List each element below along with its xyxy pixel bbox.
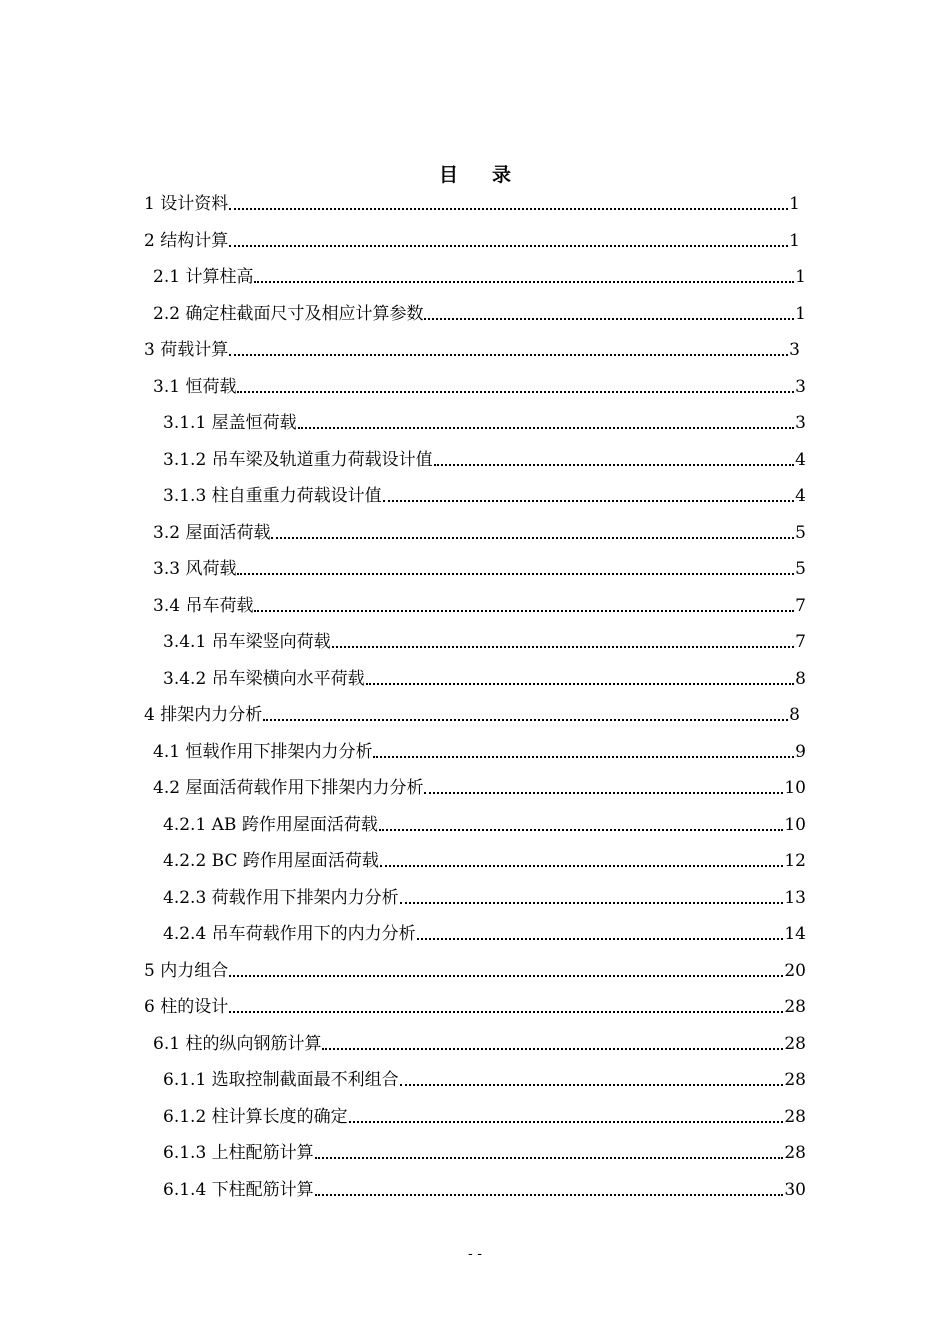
toc-entry[interactable] (163, 1105, 806, 1129)
toc-entry-page-number: 8 (795, 668, 806, 689)
toc-entry-page-number: 14 (784, 924, 806, 944)
toc-entry-page-number: 8 (789, 705, 800, 725)
toc-dot-leader (237, 390, 794, 393)
toc-entry[interactable] (144, 703, 800, 727)
toc-dot-leader (434, 463, 795, 466)
toc-dot-leader (373, 755, 794, 758)
toc-entry[interactable] (163, 484, 806, 508)
toc-entry-label: 3.2 屋面活荷载 (153, 522, 271, 543)
toc-title-left: 目 (438, 164, 458, 186)
toc-title (0, 160, 950, 187)
toc-entry[interactable] (153, 557, 806, 581)
toc-entry-label: 3.1.2 吊车梁及轨道重力荷载设计值 (163, 449, 433, 470)
toc-entry-label: 3.4.1 吊车梁竖向荷载 (163, 632, 331, 652)
toc-entry-page-number: 28 (784, 1033, 806, 1054)
toc-entry-page-number: 7 (795, 595, 806, 616)
toc-dot-leader (229, 974, 783, 977)
toc-entry[interactable] (144, 229, 800, 253)
toc-entry-page-number: 10 (784, 778, 806, 798)
toc-entry-label: 5 内力组合 (144, 960, 229, 981)
toc-entry-page-number: 28 (784, 1106, 806, 1127)
toc-entry[interactable] (163, 1178, 806, 1202)
toc-entry-label: 4.2.2 BC 跨作用屋面活荷载 (163, 851, 379, 871)
toc-entry-page-number: 20 (784, 960, 806, 981)
toc-entry[interactable] (153, 375, 806, 399)
toc-entry-page-number: 3 (795, 376, 806, 397)
toc-entry-page-number: 5 (795, 559, 806, 579)
toc-entry[interactable] (144, 959, 806, 983)
toc-entry-page-number: 7 (795, 632, 806, 652)
toc-dot-leader (229, 244, 788, 247)
toc-entry-page-number: 30 (784, 1179, 806, 1200)
toc-entry-label: 6.1.2 柱计算长度的确定 (163, 1106, 348, 1127)
toc-entry-label: 3 荷载计算 (144, 340, 229, 360)
toc-entry-label: 3.4 吊车荷载 (153, 595, 254, 616)
toc-dot-leader (271, 536, 794, 539)
toc-dot-leader (263, 718, 788, 721)
toc-dot-leader (315, 1156, 784, 1159)
toc-entry-page-number: 28 (784, 1143, 806, 1163)
toc-dot-leader (254, 280, 794, 283)
toc-dot-leader (379, 828, 784, 831)
toc-dot-leader (424, 791, 783, 794)
toc-entry[interactable] (163, 813, 806, 837)
toc-entry-label: 4.2.3 荷载作用下排架内力分析 (163, 887, 399, 908)
toc-entry-page-number: 3 (795, 413, 806, 433)
toc-entry[interactable] (163, 411, 806, 435)
toc-entry[interactable] (163, 667, 806, 691)
toc-entry-page-number: 10 (784, 814, 806, 835)
toc-entry[interactable] (163, 849, 806, 873)
toc-entry-label: 6.1.4 下柱配筋计算 (163, 1179, 314, 1200)
toc-entry[interactable] (163, 1068, 806, 1092)
toc-entry[interactable] (153, 1032, 806, 1056)
toc-dot-leader (229, 353, 788, 356)
toc-entry-page-number: 4 (795, 486, 806, 506)
toc-entry[interactable] (144, 192, 800, 216)
toc-dot-leader (229, 207, 788, 210)
toc-entry[interactable] (163, 922, 806, 946)
toc-title-right: 录 (492, 164, 512, 186)
toc-entry-label: 3.1.1 屋盖恒荷载 (163, 413, 297, 433)
toc-dot-leader (400, 1083, 784, 1086)
toc-entry-label: 3.3 风荷载 (153, 559, 237, 579)
toc-entry-label: 4 排架内力分析 (144, 705, 263, 725)
toc-entry[interactable] (163, 448, 806, 472)
toc-entry-page-number: 28 (784, 997, 806, 1017)
toc-dot-leader (349, 1120, 784, 1123)
toc-entry[interactable] (163, 630, 806, 654)
toc-entry-label: 6 柱的设计 (144, 997, 229, 1017)
toc-entry-label: 6.1.3 上柱配筋计算 (163, 1143, 314, 1163)
toc-dot-leader (380, 864, 783, 867)
toc-entry[interactable] (153, 302, 806, 326)
page-footer: - - (468, 1246, 482, 1262)
toc-dot-leader (237, 572, 794, 575)
toc-dot-leader (424, 317, 794, 320)
toc-entry-label: 3.1 恒荷载 (153, 376, 237, 397)
toc-dot-leader (254, 609, 794, 612)
toc-dot-leader (366, 682, 795, 685)
toc-entry-label: 6.1.1 选取控制截面最不利组合 (163, 1070, 399, 1090)
toc-entry[interactable] (153, 776, 806, 800)
toc-entry-page-number: 13 (784, 887, 806, 908)
toc-dot-leader (332, 645, 795, 648)
toc-entry-label: 3.4.2 吊车梁横向水平荷载 (163, 668, 365, 689)
toc-entry-label: 2 结构计算 (144, 230, 229, 251)
toc-entry-page-number: 1 (795, 303, 806, 324)
toc-entry-label: 4.1 恒载作用下排架内力分析 (153, 741, 373, 762)
toc-entry-label: 6.1 柱的纵向钢筋计算 (153, 1033, 322, 1054)
toc-entry[interactable] (144, 338, 800, 362)
toc-entry-label: 4.2.4 吊车荷载作用下的内力分析 (163, 924, 416, 944)
toc-entry-page-number: 1 (795, 267, 806, 287)
toc-entry[interactable] (153, 740, 806, 764)
toc-entry-page-number: 28 (784, 1070, 806, 1090)
toc-dot-leader (229, 1010, 783, 1013)
toc-entry-page-number: 4 (795, 449, 806, 470)
toc-entry-page-number: 3 (789, 340, 800, 360)
toc-entry[interactable] (144, 995, 806, 1019)
toc-entry[interactable] (163, 886, 806, 910)
toc-entry-label: 2.2 确定柱截面尺寸及相应计算参数 (153, 303, 424, 324)
toc-entry-page-number: 5 (795, 522, 806, 543)
toc-entry[interactable] (153, 521, 806, 545)
toc-entry-label: 4.2.1 AB 跨作用屋面活荷载 (163, 814, 378, 835)
toc-entry-label: 3.1.3 柱自重重力荷载设计值 (163, 486, 382, 506)
toc-entry[interactable] (153, 265, 806, 289)
toc-entry[interactable] (163, 1141, 806, 1165)
toc-dot-leader (315, 1193, 784, 1196)
toc-dot-leader (383, 499, 795, 502)
toc-entry-page-number: 1 (789, 230, 800, 251)
toc-dot-leader (322, 1047, 783, 1050)
toc-entry-label: 4.2 屋面活荷载作用下排架内力分析 (153, 778, 424, 798)
toc-dot-leader (417, 937, 784, 940)
toc-entry[interactable] (153, 594, 806, 618)
toc-entry-page-number: 12 (784, 851, 806, 871)
toc-entry-page-number: 1 (789, 194, 800, 214)
toc-entry-label: 2.1 计算柱高 (153, 267, 254, 287)
toc-entry-page-number: 9 (795, 741, 806, 762)
toc-dot-leader (400, 901, 784, 904)
toc-entry-label: 1 设计资料 (144, 194, 229, 214)
toc-dot-leader (298, 426, 795, 429)
